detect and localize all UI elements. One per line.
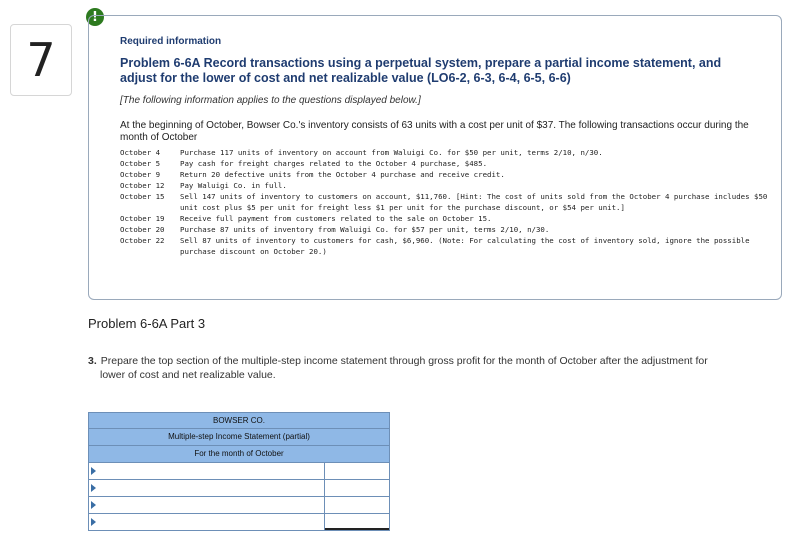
- statement-period-header: For the month of October: [88, 446, 390, 463]
- transaction-date: October 20: [120, 225, 165, 234]
- statement-row: [88, 497, 390, 514]
- question-number: 7: [10, 24, 72, 96]
- amount-input[interactable]: [325, 514, 389, 530]
- statement-row: [88, 514, 390, 531]
- transaction-text: Sell 87 units of inventory to customers for cash, $6,960. (Note: For calculating the cost of inventory sold, ignore the possible purchase discount on October 20.): [180, 236, 750, 256]
- transaction-item: [120, 224, 770, 235]
- transaction-item: [120, 147, 770, 158]
- transaction-list: [120, 147, 770, 257]
- question-prompt: [88, 354, 798, 382]
- transaction-item: [120, 235, 770, 257]
- question-prompt-number: 3.: [88, 355, 97, 367]
- transaction-date: October 12: [120, 181, 165, 190]
- alert-icon: !: [86, 8, 104, 26]
- transaction-date: October 19: [120, 214, 165, 223]
- amount-input[interactable]: [325, 463, 389, 479]
- dropdown-arrow-icon: [91, 518, 96, 526]
- transaction-text: Pay Waluigi Co. in full.: [180, 181, 287, 190]
- transaction-text: Pay cash for freight charges related to the October 4 purchase, $485.: [180, 159, 488, 168]
- transaction-text: Receive full payment from customers related to the sale on October 15.: [180, 214, 492, 223]
- statement-company-header: BOWSER CO.: [88, 412, 390, 429]
- amount-input[interactable]: [325, 480, 389, 496]
- applies-note: [The following information applies to the questions displayed below.]: [120, 95, 421, 106]
- problem-intro: At the beginning of October, Bowser Co.'s inventory consists of 63 units with a cost per unit of $37. The following transactions occur during the month of October: [120, 120, 749, 143]
- part-title: Problem 6-6A Part 3: [88, 316, 206, 331]
- transaction-item: [120, 213, 770, 224]
- account-dropdown[interactable]: [89, 514, 325, 530]
- transaction-text: Sell 147 units of inventory to customers on account, $11,760. [Hint: The cost of units sold from the October 4 purchase includes $50 unit cost plus $5 per unit for freight less $1 per unit for the purchase discount, or $54 per unit.]: [180, 192, 768, 212]
- transaction-text: Return 20 defective units from the October 4 purchase and receive credit.: [180, 170, 505, 179]
- transaction-item: [120, 169, 770, 180]
- transaction-date: October 22: [120, 236, 165, 245]
- dropdown-arrow-icon: [91, 484, 96, 492]
- problem-title: Problem 6-6A Record transactions using a perpetual system, prepare a partial income statement, and adjust for the lower of cost and net realizable value (LO6-2, 6-3, 6-4, 6-5, 6-6): [120, 56, 722, 85]
- required-information-panel: [88, 15, 782, 300]
- question-prompt-line1: Prepare the top section of the multiple-step income statement through gross profit for the month of October after the adjustment for: [100, 355, 708, 367]
- account-dropdown[interactable]: [89, 480, 325, 496]
- statement-row: [88, 480, 390, 497]
- transaction-text: Purchase 87 units of inventory from Waluigi Co. for $57 per unit, terms 2/10, n/30.: [180, 225, 550, 234]
- transaction-item: [120, 191, 770, 213]
- transaction-date: October 9: [120, 170, 161, 179]
- transaction-item: [120, 158, 770, 169]
- statement-row: [88, 463, 390, 480]
- account-dropdown[interactable]: [89, 463, 325, 479]
- transaction-date: October 15: [120, 192, 165, 201]
- amount-input[interactable]: [325, 497, 389, 513]
- account-dropdown[interactable]: [89, 497, 325, 513]
- transaction-text: Purchase 117 units of inventory on account from Waluigi Co. for $50 per unit, terms 2/10, n/30.: [180, 148, 603, 157]
- dropdown-arrow-icon: [91, 501, 96, 509]
- required-information-label: Required information: [120, 36, 222, 47]
- transaction-date: October 4: [120, 148, 161, 157]
- dropdown-arrow-icon: [91, 467, 96, 475]
- transaction-date: October 5: [120, 159, 161, 168]
- transaction-item: [120, 180, 770, 191]
- income-statement-table: [88, 412, 390, 531]
- question-prompt-line2: lower of cost and net realizable value.: [100, 369, 276, 381]
- statement-title-header: Multiple-step Income Statement (partial): [88, 429, 390, 446]
